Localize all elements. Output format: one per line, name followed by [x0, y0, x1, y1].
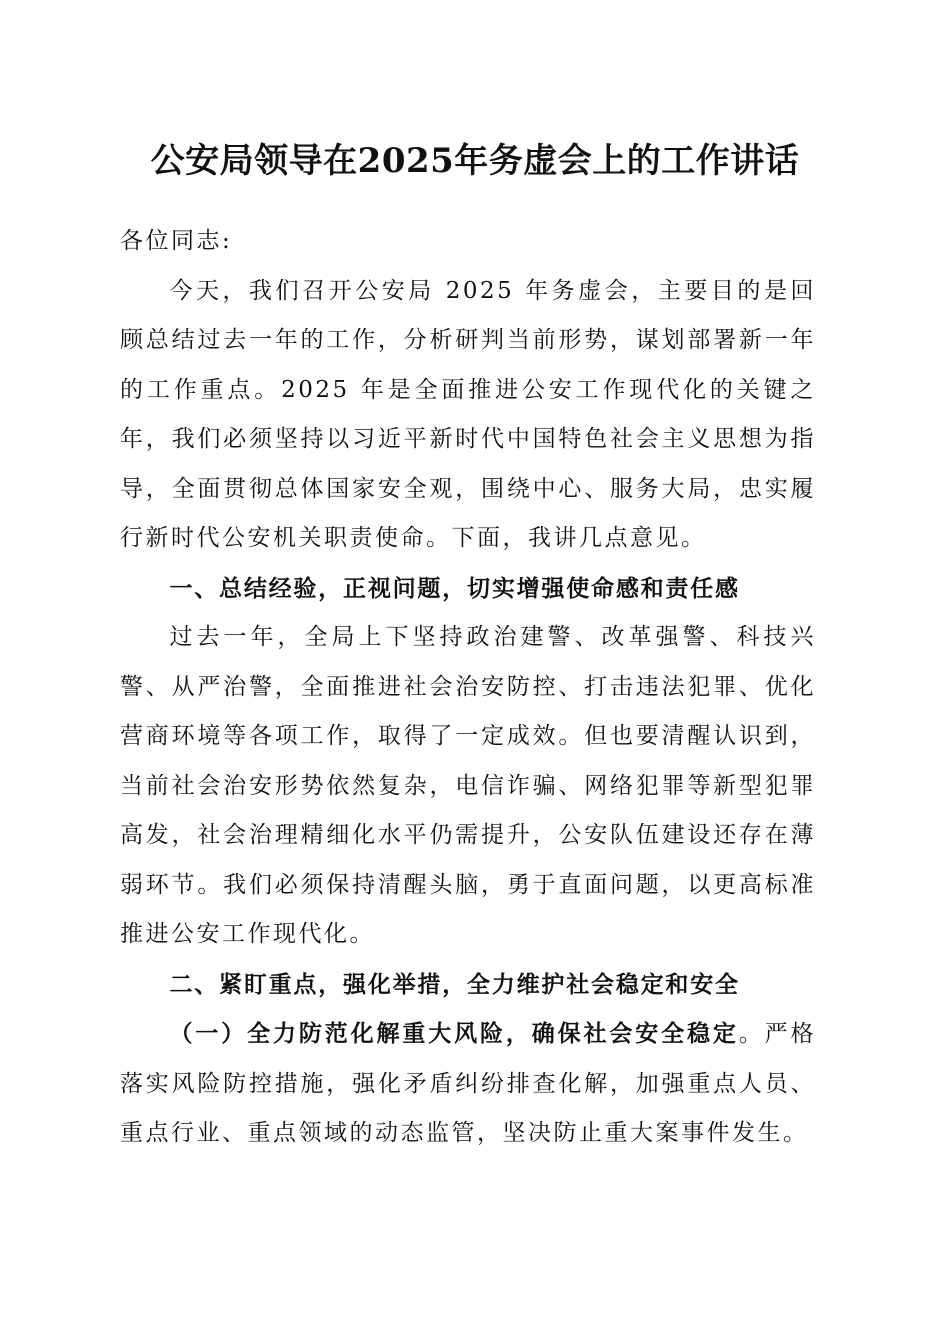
section-2-item-1-lead: （一）全力防范化解重大风险，确保社会安全稳定	[169, 1020, 739, 1047]
document-title: 公安局领导在2025年务虚会上的工作讲话	[150, 141, 800, 181]
section-2-item-1-body: 。严格落实风险防控措施，强化矛盾纠纷排查化解，加强重点人员、重点行业、重点领域的动态监管，坚决防止重大案事件发生。	[120, 1021, 817, 1146]
section-1-paragraph: 过去一年，全局上下坚持政治建警、改革强警、科技兴警、从严治警，全面推进社会治安防控、打击违法犯罪、优化营商环境等各项工作，取得了一定成效。但也要清醒认识到，当前社会治安形势依然复杂，电信诈骗、网络犯罪等新型犯罪高发，社会治理精细化水平仍需提升，公安队伍建设还存在薄弱环节。我们必须保持清醒头脑，勇于直面问题，以更高标准推进公安工作现代化。	[120, 624, 816, 947]
salutation: 各位同志:	[120, 228, 233, 254]
section-1-heading: 一、总结经验，正视问题，切实增强使命感和责任感	[169, 574, 740, 602]
intro-paragraph: 今天，我们召开公安局 2025 年务虚会，主要目的是回顾总结过去一年的工作，分析研判当前形势，谋划部署新一年的工作重点。2025 年是全面推进公安工作现代化的关键之年，我们必须坚持以习近平新时代中国特色社会主义思想为指导，全面贯彻总体国家安全观，围绕中心、服务大局，忠实履行新时代公安机关职责使命。下面，我讲几点意见。	[120, 277, 816, 551]
section-2-item-1-paragraph	[120, 1009, 816, 1159]
section-2-heading: 二、紧盯重点，强化举措，全力维护社会稳定和安全	[169, 970, 740, 998]
document-body	[120, 217, 816, 1159]
